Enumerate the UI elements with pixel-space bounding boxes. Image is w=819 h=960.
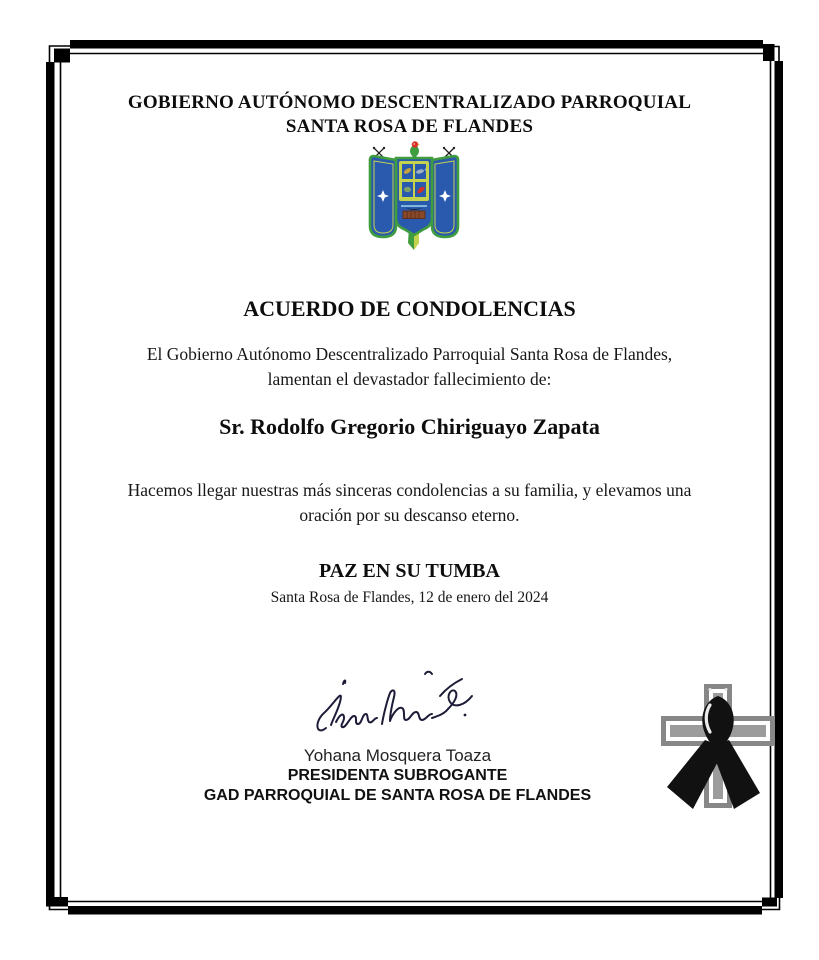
mourning-ribbon-cross-icon — [657, 682, 779, 810]
signer-name: Yohana Mosquera Toaza — [303, 746, 492, 765]
intro-line1: El Gobierno Autónomo Descentralizado Parroquial Santa Rosa de Flandes, — [146, 344, 673, 364]
parrot-motif — [410, 141, 420, 159]
coat-of-arms-icon — [366, 140, 462, 256]
deceased-name: Sr. Rodolfo Gregorio Chiriguayo Zapata — [219, 414, 600, 439]
condolence-line1: Hacemos llegar nuestras más sinceras condolencias a su familia, y elevamos una — [127, 480, 692, 500]
place-date-line: Santa Rosa de Flandes, 12 de enero del 2024 — [270, 589, 549, 606]
motto: PAZ EN SU TUMBA — [319, 560, 500, 582]
signature-icon — [312, 666, 482, 746]
basket-motif — [403, 211, 425, 219]
frog-motif — [404, 187, 411, 192]
signer-organization: GAD PARROQUIAL DE SANTA ROSA DE FLANDES — [203, 787, 592, 804]
signer-title: PRESIDENTA SUBROGANTE — [287, 767, 508, 784]
intro-line2: lamentan el devastador fallecimiento de: — [267, 369, 552, 389]
document-title: ACUERDO DE CONDOLENCIAS — [243, 296, 576, 321]
header-org-line2: SANTA ROSA DE FLANDES — [285, 116, 534, 137]
header-org-line1: GOBIERNO AUTÓNOMO DESCENTRALIZADO PARROQUIAL — [127, 92, 692, 113]
condolence-line2: oración por su descanso eterno. — [299, 505, 520, 525]
